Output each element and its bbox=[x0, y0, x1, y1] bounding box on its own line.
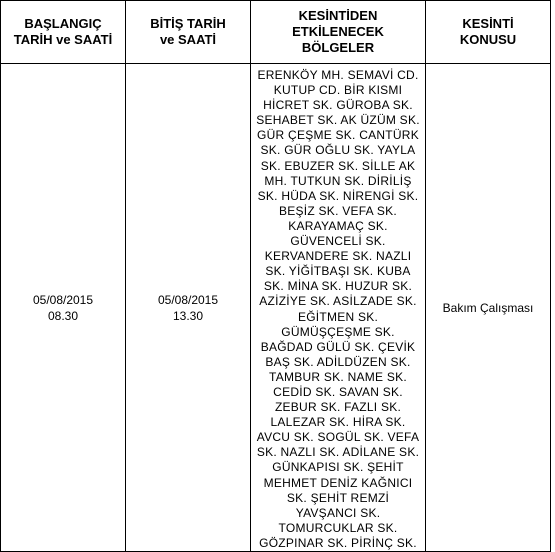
region-line: SK. ŞEHİT REMZİ bbox=[286, 490, 390, 505]
regions-list bbox=[251, 68, 425, 551]
region-line: TOMURCUKLAR SK. bbox=[278, 520, 398, 535]
region-line: TAMBUR SK. NAME SK. bbox=[269, 369, 407, 384]
header-subject-line-2: KONUSU bbox=[459, 32, 517, 47]
region-line: MEHMET DENİZ KAĞNICI bbox=[263, 475, 413, 490]
region-line: AVCU SK. SOGÜL SK. VEFA bbox=[256, 430, 420, 445]
region-line: YAVŞANCI SK. bbox=[295, 505, 381, 520]
header-regions-line-1: KESİNTİDEN ETKİLENECEK bbox=[292, 8, 384, 39]
end-date: 05/08/2015 bbox=[157, 292, 219, 307]
region-line: AZİZİYE SK. ASİLZADE SK. bbox=[259, 294, 417, 309]
region-line: SK. HÜDA SK. NİRENGİ SK. bbox=[257, 188, 419, 203]
header-end bbox=[126, 1, 251, 64]
region-line: BAĞDAD GÜLÜ SK. ÇEVİK bbox=[260, 339, 416, 354]
region-line: LALEZAR SK. HİRA SK. bbox=[270, 415, 406, 430]
regions-cell bbox=[251, 64, 426, 552]
region-line: MH. TUTKUN SK. DİRİLİŞ bbox=[264, 173, 412, 188]
region-line: SK. EBUZER SK. SİLLE AK bbox=[260, 158, 416, 173]
region-line: SK. NAZLI SK. ADİLANE SK. bbox=[256, 445, 420, 460]
region-line: HİCRET SK. GÜROBA SK. bbox=[263, 98, 413, 113]
region-line: SK. YİĞİTBAŞI SK. KUBA bbox=[265, 264, 411, 279]
region-line: GÜVENCELİ SK. bbox=[290, 234, 386, 249]
region-line: ZEBUR SK. FAZLI SK. bbox=[274, 400, 402, 415]
header-row bbox=[1, 1, 551, 64]
region-line: BAŞ SK. ADİLDÜZEN SK. bbox=[265, 354, 411, 369]
header-start-line-2: TARİH ve SAATİ bbox=[13, 32, 113, 47]
header-end-line-1: BİTİŞ TARİH bbox=[150, 16, 226, 31]
region-line: GÜNKAPISI SK. ŞEHİT bbox=[272, 460, 404, 475]
header-regions-line-2: BÖLGELER bbox=[301, 40, 375, 55]
region-line: ERENKÖY MH. SEMAVİ CD. bbox=[257, 68, 419, 82]
region-line: KERVANDERE SK. NAZLI bbox=[264, 249, 412, 264]
region-line: EĞİTMEN SK. bbox=[297, 309, 379, 324]
table-row bbox=[1, 64, 551, 552]
region-line: SEHABET SK. AK ÜZÜM SK. bbox=[256, 113, 420, 128]
region-line: SK. MİNA SK. HUZUR SK. bbox=[263, 279, 413, 294]
header-start-line-1: BAŞLANGIÇ bbox=[24, 16, 102, 31]
outage-subject: Bakım Çalışması bbox=[442, 300, 534, 315]
header-start bbox=[1, 1, 126, 64]
region-line: BEŞİZ SK. VEFA SK. bbox=[279, 203, 397, 218]
end-cell bbox=[126, 64, 251, 552]
header-end-line-2: ve SAATİ bbox=[159, 32, 217, 47]
region-line: GÜR ÇEŞME SK. CANTÜRK bbox=[257, 128, 419, 143]
region-line: GÜMÜŞÇEŞME SK. bbox=[281, 324, 395, 339]
end-time: 13.30 bbox=[172, 308, 204, 323]
region-line: KARAYAMAÇ SK. bbox=[288, 218, 388, 233]
subject-cell bbox=[426, 64, 551, 552]
region-line: SK. GÜR OĞLU SK. YAYLA bbox=[260, 143, 416, 158]
region-line: GÖZPINAR SK. PİRİNÇ SK. bbox=[259, 535, 417, 550]
region-line: KUTUP CD. BİR KISMI bbox=[273, 83, 403, 98]
header-subject bbox=[426, 1, 551, 64]
region-line: CEDİD SK. SAVAN SK. bbox=[273, 384, 403, 399]
header-regions bbox=[251, 1, 426, 64]
start-cell bbox=[1, 64, 126, 552]
start-time: 08.30 bbox=[47, 308, 79, 323]
header-subject-line-1: KESİNTİ bbox=[462, 16, 514, 31]
start-date: 05/08/2015 bbox=[32, 292, 94, 307]
